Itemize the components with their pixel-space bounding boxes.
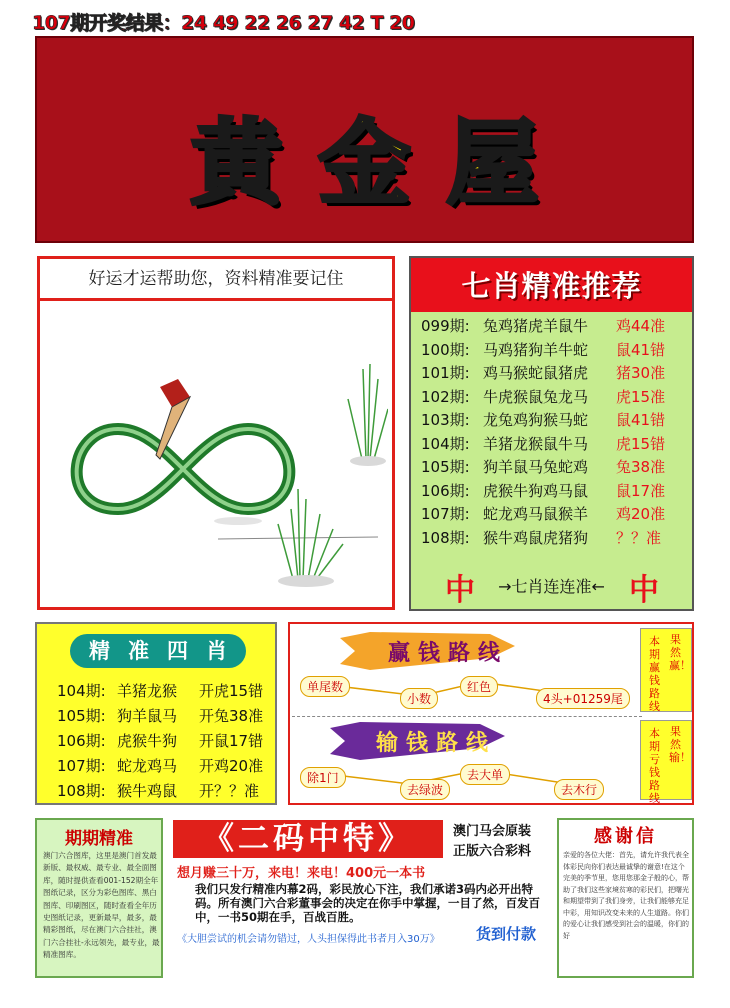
- four-zodiac-title: 精准四肖: [70, 634, 246, 668]
- source-line-1: 澳门马会原装: [453, 824, 532, 839]
- animals: 狗羊鼠马兔蛇鸡: [483, 458, 589, 476]
- gallery-intro-title: 期期精准: [65, 829, 133, 849]
- result: 鼠41错: [616, 340, 666, 359]
- route-tag: 去木行: [554, 779, 604, 800]
- result: 猪30准: [616, 364, 666, 382]
- period: 108期:: [57, 782, 106, 800]
- header-banner: [35, 36, 694, 243]
- route-tag: 4头+01259尾: [536, 688, 630, 709]
- route-tag: 单尾数: [300, 676, 350, 697]
- win-side-text-b: 本期赢钱路线: [649, 635, 660, 713]
- cash-on-delivery: 货到付款: [476, 925, 537, 943]
- animals: 猴牛鸡鼠虎猪狗: [483, 528, 589, 547]
- thank-you-text: 亲爱的各位大佬：首先，请允许我代表全体彩民向你们表达最诚挚的谢意!在这个完美的季节里，您用您那金子般的心，帮助了我们这些家境贫寒的彩民们，把曙光和期望带到了我们身旁，让我们能够充足中彩，用知识改变未来的人生道路。你们的爱心让我们感受到社会的温暖，你们的好: [563, 851, 689, 940]
- result: 虎15错: [616, 434, 666, 453]
- lose-side-text-b: 本期亏钱路线: [649, 727, 660, 805]
- list-item: [421, 362, 691, 386]
- seven-zodiac-list: [421, 315, 691, 550]
- hit-mark-right: 中: [629, 573, 659, 608]
- animals: 虎猴牛狗鸡马鼠: [483, 481, 589, 500]
- money-route-card: [288, 622, 694, 805]
- thank-you-letter: [557, 818, 694, 978]
- infinity-pen-illustration: [48, 309, 388, 605]
- period: 106期:: [57, 732, 106, 750]
- list-item: [421, 386, 691, 410]
- animals: 牛虎猴鼠兔龙马: [483, 387, 589, 406]
- list-item: [421, 315, 691, 339]
- four-zodiac-list: [57, 679, 263, 804]
- route-tag: 红色: [460, 676, 498, 697]
- list-item: [421, 503, 691, 527]
- period: 106期:: [421, 481, 470, 500]
- animals: 蛇龙鸡马: [117, 757, 178, 775]
- result: 开？？准: [199, 782, 260, 800]
- list-item: [57, 754, 263, 779]
- period: 107期:: [57, 757, 106, 775]
- period: 104期:: [57, 682, 106, 700]
- period: 105期:: [421, 458, 470, 476]
- animals: 蛇龙鸡马鼠猴羊: [483, 505, 589, 523]
- route-divider: [292, 716, 642, 717]
- two-code-title: 《二码中特》: [173, 820, 443, 858]
- lose-side-note: [640, 720, 692, 805]
- animals: 狗羊鼠马: [117, 707, 178, 725]
- period: 104期:: [421, 434, 470, 453]
- result: 鸡20准: [616, 505, 666, 523]
- result: 鼠41错: [616, 411, 666, 429]
- list-item: [57, 704, 263, 729]
- animals: 虎猴牛狗: [117, 732, 178, 750]
- list-item: [421, 456, 691, 480]
- list-item: [421, 409, 691, 433]
- slogan-caption: 好运才运帮助您，资料精准要记住: [40, 259, 392, 301]
- period: 099期:: [421, 317, 470, 335]
- list-item: [57, 679, 263, 704]
- page-title: 黄金屋: [190, 109, 575, 217]
- animals: 鸡马猴蛇鼠猪虎: [483, 364, 589, 382]
- period: 102期:: [421, 387, 470, 406]
- win-side-note: [640, 628, 692, 712]
- seven-zodiac-card: [409, 256, 694, 611]
- win-side-text-a: 果然赢！: [669, 633, 691, 672]
- list-item: [421, 527, 691, 551]
- latest-draw-result: 107期开奖结果：24 49 22 26 27 42 T 20: [32, 12, 415, 34]
- route-tag: 去绿波: [400, 779, 450, 800]
- list-item: [57, 729, 263, 754]
- list-item: [421, 480, 691, 504]
- source-line-2: 正版六合彩料: [453, 844, 532, 859]
- result: 鸡44准: [616, 317, 666, 335]
- animals: 马鸡猪狗羊牛蛇: [483, 340, 589, 359]
- animals: 羊猪龙猴鼠牛马: [483, 434, 589, 453]
- list-item: [421, 339, 691, 363]
- slogan-card: [37, 256, 395, 610]
- four-zodiac-card: [35, 622, 277, 805]
- result: 兔38准: [616, 458, 666, 476]
- animals: 龙兔鸡狗猴马蛇: [483, 411, 589, 429]
- period: 108期:: [421, 528, 470, 547]
- result: 虎15准: [616, 387, 666, 406]
- result: ？？准: [616, 528, 662, 547]
- period: 107期:: [421, 505, 470, 523]
- two-code-ad: [171, 818, 553, 945]
- route-tag: 除1门: [300, 767, 346, 788]
- period: 105期:: [57, 707, 106, 725]
- animals: 猴牛鸡鼠: [117, 782, 178, 800]
- animals: 羊猪龙猴: [117, 682, 178, 700]
- animals: 兔鸡猪虎羊鼠牛: [483, 317, 589, 335]
- result: 开鸡20准: [199, 757, 264, 775]
- lose-route-title: 输钱路线: [376, 731, 497, 756]
- result: 鼠17准: [616, 481, 666, 500]
- ad-footer: 《大胆尝试的机会请勿错过，人头担保得此书者月入30万》: [177, 934, 440, 945]
- seven-zodiac-header: [411, 258, 692, 312]
- route-tag: 小数: [400, 688, 438, 709]
- route-tag: 去大单: [460, 764, 510, 785]
- gallery-intro-card: [35, 818, 163, 978]
- result: 开虎15错: [199, 682, 264, 700]
- period: 103期:: [421, 411, 470, 429]
- gallery-intro-text: 澳门六合图库，这里是澳门首发最新版、最权威、最专业、最全面图库，随时提供查看001-152期全年图纸记录，区分为彩色图库、黑白图库、印刷图区，随时查看全年历史图纸记录，更新最早，最多，最精彩图纸，尽在澳门六合挂社，澳门六合挂社-永远领先，最专业，最精准图库。: [43, 851, 160, 960]
- win-route-title: 赢钱路线: [388, 641, 509, 666]
- thank-you-title: 感谢信: [594, 826, 657, 847]
- period: 101期:: [421, 364, 470, 382]
- ad-text: 我们只发行精准内幕2码，彩民放心下注，我们承诺3码内必开出特码。所有澳门六合彩董事会的决定在你手中掌握，一目了然，百发百中，一书50期在手，百战百胜。: [195, 882, 540, 924]
- seven-zodiac-footer: →七肖连连准←: [498, 577, 605, 596]
- hit-mark-left: 中: [445, 573, 475, 608]
- lose-side-text-a: 果然输！: [669, 725, 691, 764]
- period: 100期:: [421, 340, 470, 359]
- ad-slogan: 想月赚三十万，来电！来电！400元一本书: [177, 866, 426, 881]
- result: 开鼠17错: [199, 732, 264, 750]
- seven-zodiac-title: 七肖精准推荐: [461, 269, 642, 303]
- list-item: [57, 779, 263, 804]
- result: 开兔38准: [199, 707, 264, 725]
- list-item: [421, 433, 691, 457]
